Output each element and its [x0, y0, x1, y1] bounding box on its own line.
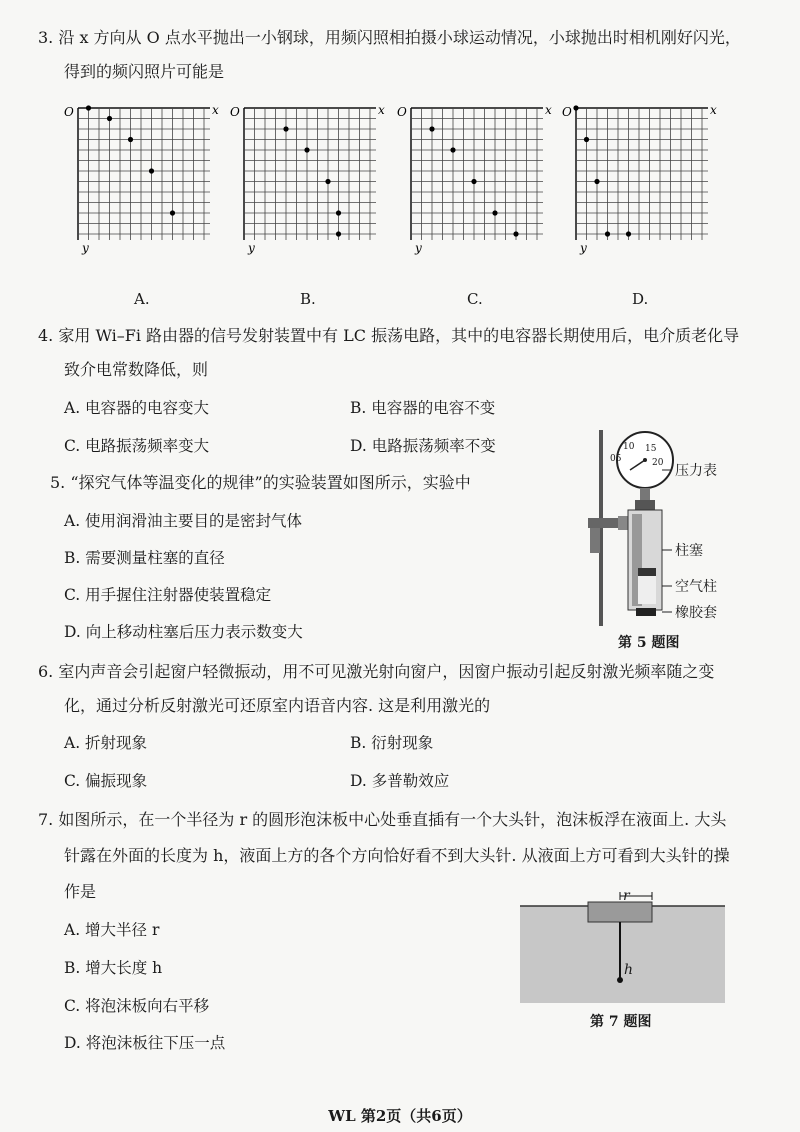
q4-option-a: A. 电容器的电容变大 [64, 399, 210, 417]
q3-option-d-grid [560, 100, 720, 285]
ball-position-dot [594, 179, 599, 184]
ball-position-dot [471, 179, 476, 184]
fig7-label-r: r [623, 888, 630, 904]
q6-option-b: B. 衍射现象 [350, 734, 434, 752]
ball-position-dot [605, 231, 610, 236]
axis-y-label: y [82, 241, 89, 255]
ball-position-dot [149, 168, 154, 173]
dial-number-20: 20 [652, 458, 664, 468]
q4-option-b: B. 电容器的电容不变 [350, 399, 496, 417]
q4-stem-line2: 致介电常数降低，则 [64, 360, 209, 379]
ball-position-dot [513, 231, 518, 236]
q6-stem-line2: 化，通过分析反射激光可还原室内语音内容. 这是利用激光的 [64, 696, 491, 715]
ball-position-dot [107, 116, 112, 121]
ball-position-dot [429, 126, 434, 131]
q3-option-a-label: A. [134, 290, 150, 308]
dial-number-10: 10 [623, 442, 635, 452]
q7-stem-line3: 作是 [64, 882, 97, 901]
q5-option-b: B. 需要测量柱塞的直径 [64, 549, 225, 567]
axis-origin-label: O [562, 105, 572, 119]
dial-number-05: 05 [610, 454, 622, 464]
label-pressure-gauge: 压力表 [675, 463, 717, 479]
q3-stem-line2: 得到的频闪照片可能是 [64, 62, 225, 81]
ball-position-dot [626, 231, 631, 236]
q6-stem-line1: 6. 室内声音会引起窗户轻微振动，用不可见激光射向窗户，因窗户振动引起反射激光频率随之变 [38, 662, 715, 681]
axis-x-label: x [378, 103, 385, 117]
q3-option-b-grid [228, 100, 388, 285]
page-footer: WL 第2页（共6页） [328, 1107, 472, 1125]
dial-number-15: 15 [645, 444, 657, 454]
q3-option-b-label: B. [300, 290, 316, 308]
label-air-column: 空气柱 [675, 579, 717, 595]
q4-option-d: D. 电路振荡频率不变 [350, 437, 496, 455]
q5-option-c: C. 用手握住注射器使装置稳定 [64, 586, 272, 604]
ball-position-dot [336, 210, 341, 215]
q7-caption: 第 7 题图 [590, 1014, 652, 1030]
ball-position-dot [304, 147, 309, 152]
q7-option-d: D. 将泡沫板往下压一点 [64, 1034, 226, 1052]
ball-position-dot [584, 137, 589, 142]
q5-option-d: D. 向上移动柱塞后压力表示数变大 [64, 623, 303, 641]
axis-x-label: x [212, 103, 219, 117]
q5-option-a: A. 使用润滑油主要目的是密封气体 [64, 512, 303, 530]
axis-y-label: y [580, 241, 587, 255]
q7-stem-line2: 针露在外面的长度为 h，液面上方的各个方向恰好看不到大头针. 从液面上方可看到大头针的操 [64, 846, 730, 865]
q3-option-d-label: D. [632, 290, 649, 308]
q7-stem-line1: 7. 如图所示，在一个半径为 r 的圆形泡沫板中心处垂直插有一个大头针，泡沫板浮在液面上. 大头 [38, 810, 727, 829]
q6-option-a: A. 折射现象 [64, 734, 148, 752]
axis-x-label: x [710, 103, 717, 117]
ball-position-dot [170, 210, 175, 215]
label-plunger: 柱塞 [675, 543, 703, 559]
q3-stem-line1: 3. 沿 x 方向从 O 点水平抛出一小钢球，用频闪照相拍摄小球运动情况，小球抛出时相机刚好闪光， [38, 28, 741, 47]
q6-option-c: C. 偏振现象 [64, 772, 148, 790]
ball-position-dot [450, 147, 455, 152]
ball-position-dot [128, 137, 133, 142]
q3-option-c-grid [395, 100, 555, 285]
q4-option-c: C. 电路振荡频率变大 [64, 437, 210, 455]
axis-origin-label: O [64, 105, 74, 119]
label-rubber-cap: 橡胶套 [675, 605, 717, 621]
ball-position-dot [86, 105, 91, 110]
q5-caption: 第 5 题图 [618, 635, 680, 651]
q3-option-c-label: C. [467, 290, 483, 308]
fig7-label-h: h [624, 962, 634, 978]
q5-stem: 5. “探究气体等温变化的规律”的实验装置如图所示，实验中 [50, 473, 471, 492]
q7-option-a: A. 增大半径 r [64, 921, 160, 939]
q7-option-c: C. 将泡沫板向右平移 [64, 997, 210, 1015]
axis-x-label: x [545, 103, 552, 117]
q7-option-b: B. 增大长度 h [64, 959, 163, 977]
ball-position-dot [573, 105, 578, 110]
ball-position-dot [336, 231, 341, 236]
ball-position-dot [325, 179, 330, 184]
q4-stem-line1: 4. 家用 Wi–Fi 路由器的信号发射装置中有 LC 振荡电路，其中的电容器长期使用后，电介质老化导 [38, 326, 740, 345]
q6-option-d: D. 多普勒效应 [350, 772, 450, 790]
ball-position-dot [283, 126, 288, 131]
axis-origin-label: O [397, 105, 407, 119]
axis-y-label: y [248, 241, 255, 255]
ball-position-dot [492, 210, 497, 215]
axis-y-label: y [415, 241, 422, 255]
q3-option-a-grid [62, 100, 222, 285]
axis-origin-label: O [230, 105, 240, 119]
